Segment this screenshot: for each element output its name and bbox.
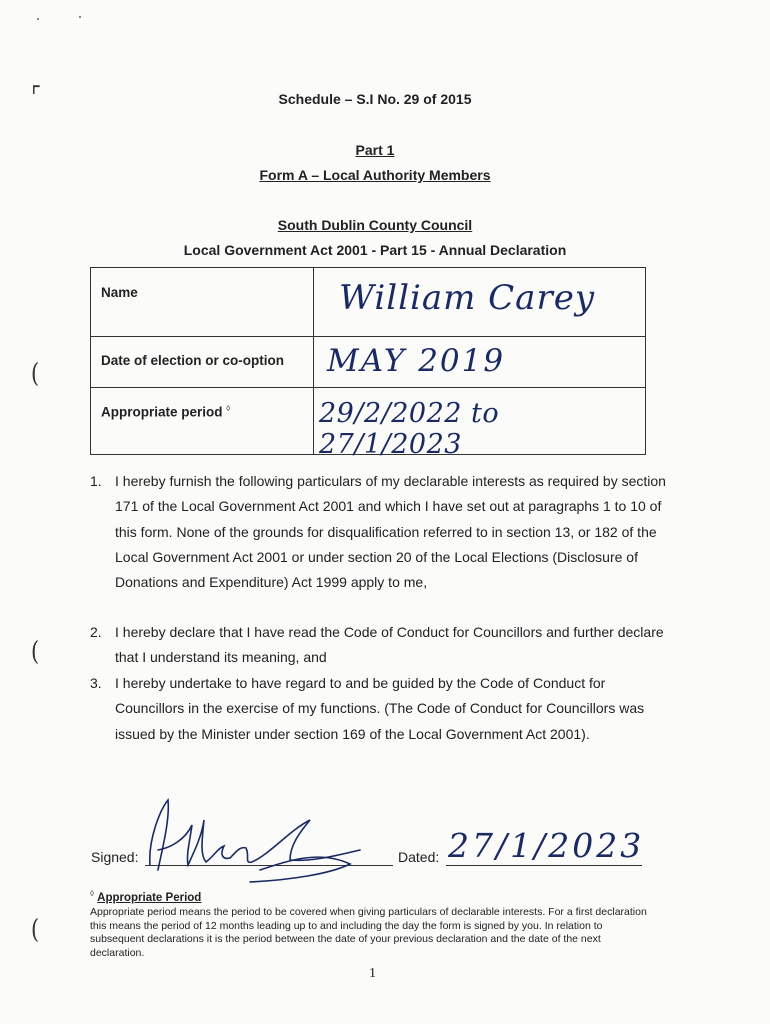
footnote-text: Appropriate period means the period to be covered when giving particulars of declarable interests. For a first declaration this means the period of 12 months leading up to and including the day the form is signed by you. In relation to subsequent declarations it is the period between the date of your previous declaration and the date of the next declaration. <box>90 906 647 959</box>
name-value: William Carey <box>339 278 596 318</box>
footnote-title: Appropriate Period <box>97 891 202 904</box>
footnote-marker: ◊ <box>90 889 94 898</box>
declaration-number: 1. <box>90 473 102 489</box>
declaration-item-1 <box>90 469 670 595</box>
election-date-label: Date of election or co-option <box>101 353 285 368</box>
table-row-divider <box>91 387 645 388</box>
schedule-title: Schedule – S.I No. 29 of 2015 <box>278 91 472 107</box>
part-heading: Part 1 <box>355 142 395 158</box>
election-date-value: MAY 2019 <box>327 343 506 379</box>
footnote-heading <box>90 889 201 904</box>
form-heading: Form A – Local Authority Members <box>259 167 491 183</box>
declaration-text: I hereby furnish the following particulars of my declarable interests as required by section 171 of the Local Government Act 2001 and which I have set out at paragraphs 1 to 10 of this form. None of the grounds for disqualification referred to in section 13, or 182 of the Local Government Act 2001 or under section 20 of the Local Elections (Disclosure of Donations and Expenditure) Act 1999 apply to me, <box>115 473 666 591</box>
binding-mark: ( <box>31 359 40 389</box>
dated-label: Dated: <box>398 849 440 865</box>
council-heading: South Dublin County Council <box>277 217 473 233</box>
declaration-number: 2. <box>90 624 102 640</box>
member-details-table <box>90 267 646 460</box>
signed-label: Signed: <box>91 849 139 865</box>
name-label: Name <box>101 285 138 300</box>
page-number: 1 <box>369 966 376 981</box>
declaration-item-3 <box>90 671 670 747</box>
appropriate-period-label <box>101 404 230 420</box>
appropriate-period-value: 29/2/2022 to 27/1/2023 <box>319 398 500 460</box>
appropriate-period-label-text: Appropriate period <box>101 404 223 420</box>
dated-value: 27/1/2023 <box>448 826 645 865</box>
scan-speck <box>37 18 39 20</box>
table-column-divider <box>313 268 314 454</box>
binding-mark: ( <box>31 915 40 945</box>
binding-mark: ( <box>31 637 40 667</box>
act-heading: Local Government Act 2001 - Part 15 - Annual Declaration <box>183 242 567 258</box>
scan-speck <box>79 16 81 18</box>
binding-mark: ⌜ <box>31 82 41 112</box>
date-line <box>446 865 642 866</box>
declaration-text: I hereby declare that I have read the Code of Conduct for Councillors and further declare that I understand its meaning, and <box>115 624 664 666</box>
handwritten-signature <box>140 790 380 895</box>
declaration-item-2 <box>90 620 670 671</box>
table-row-divider <box>91 336 645 337</box>
declaration-number: 3. <box>90 675 102 691</box>
period-footnote-marker: ◊ <box>226 404 231 413</box>
declaration-text: I hereby undertake to have regard to and be guided by the Code of Conduct for Councillors in the exercise of my functions. (The Code of Conduct for Councillors was issued by the Minister under section 169 of the Local Government Act 2001). <box>115 675 645 742</box>
